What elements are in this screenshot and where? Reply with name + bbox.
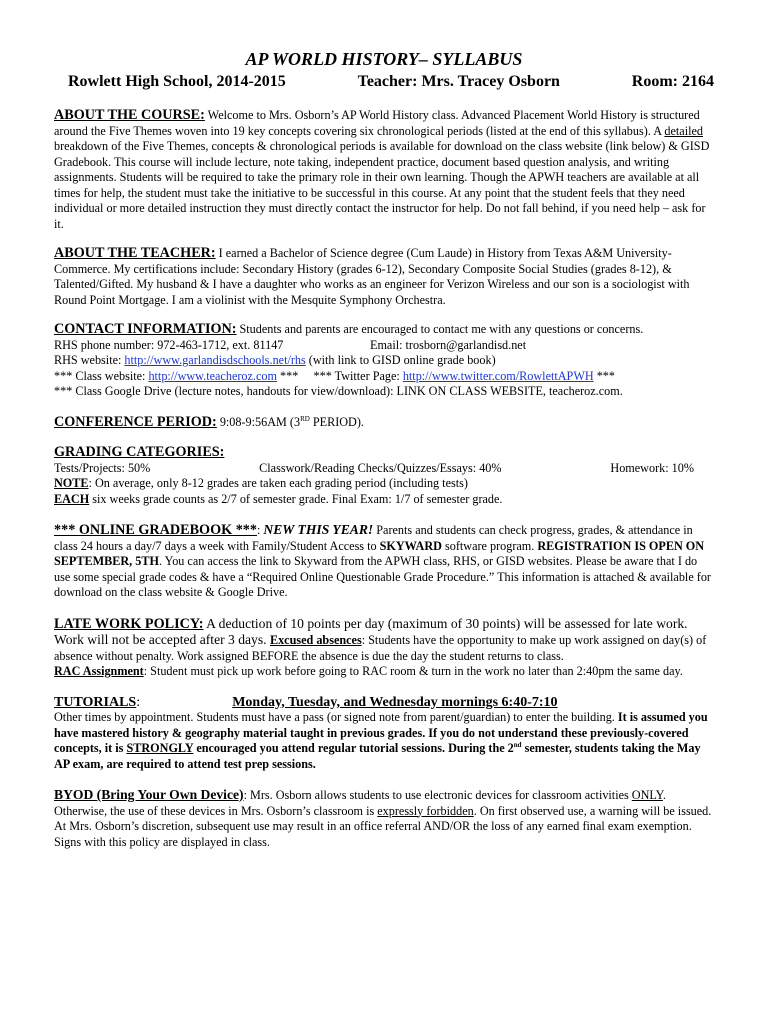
rac-label: RAC Assignment bbox=[54, 664, 144, 678]
grading-each-row bbox=[54, 492, 714, 508]
contact-heading: CONTACT INFORMATION: bbox=[54, 321, 237, 337]
twitter-link[interactable]: http://www.twitter.com/RowlettAPWH bbox=[402, 368, 594, 383]
tutorials-strongly: STRONGLY bbox=[126, 741, 194, 755]
tutorials-section bbox=[54, 695, 714, 773]
byod-only: ONLY bbox=[631, 788, 663, 802]
conference-section bbox=[54, 415, 714, 431]
tutorials-colon: : bbox=[136, 694, 141, 710]
gradebook-heading: *** ONLINE GRADEBOOK *** bbox=[54, 522, 257, 538]
excused-label: Excused absences bbox=[269, 633, 362, 647]
late-work-intro: A deduction of 10 points per day (maximum of 30 points) will be assessed for late work. Work will not be accepted after 3 days. bbox=[54, 615, 688, 647]
tutorials-text-a: Other times by appointment. Students must have a pass (or signed note from parent/guardian) to enter the building. bbox=[54, 710, 618, 724]
skyward-name: SKYWARD bbox=[379, 538, 442, 553]
byod-section bbox=[54, 787, 714, 850]
about-course-section bbox=[54, 108, 714, 232]
grading-section bbox=[54, 445, 714, 507]
twitter-end: *** bbox=[593, 368, 615, 383]
note-text: : On average, only 8-12 grades are taken each grading period (including tests) bbox=[88, 476, 468, 490]
registration-date: REGISTRATION IS OPEN ON SEPTEMBER, 5TH bbox=[54, 538, 705, 568]
conference-sup: RD bbox=[300, 414, 310, 423]
late-work-heading: LATE WORK POLICY: bbox=[54, 615, 204, 632]
google-drive-row: *** Class Google Drive (lecture notes, handouts for view/download): LINK ON CLASS WEBSITE, teacheroz.com. bbox=[54, 384, 623, 398]
contact-intro: Students and parents are encouraged to contact me with any questions or concerns. bbox=[236, 322, 644, 336]
tutorials-bold-b: encouraged you attend regular tutorial sessions. During the 2 bbox=[193, 741, 514, 755]
gradebook-colon: : bbox=[256, 523, 264, 537]
grading-weights-row bbox=[54, 461, 714, 477]
byod-heading: BYOD (Bring Your Own Device) bbox=[54, 787, 244, 802]
class-website-row bbox=[54, 369, 714, 385]
tests-weight: Tests/Projects: 50% bbox=[54, 460, 151, 475]
conference-end: PERIOD). bbox=[309, 414, 364, 429]
gradebook-section bbox=[54, 522, 714, 601]
tutorials-heading: TUTORIALS bbox=[54, 694, 137, 710]
about-course-detailed: detailed bbox=[664, 123, 703, 138]
classwork-weight: Classwork/Reading Checks/Quizzes/Essays: 40% bbox=[259, 460, 502, 475]
note-label: NOTE bbox=[54, 476, 89, 490]
tutorials-heading-row bbox=[54, 695, 714, 711]
syllabus-page bbox=[54, 48, 714, 850]
byod-forbidden: expressly forbidden bbox=[377, 803, 474, 818]
rhs-website-link[interactable]: http://www.garlandisdschools.net/rhs bbox=[124, 353, 306, 367]
conference-heading: CONFERENCE PERIOD: bbox=[54, 413, 217, 430]
rac-text: : Student must pick up work before going to RAC room & turn in the work no later than 2:40pm the same day. bbox=[143, 664, 683, 678]
byod-text-b: . Otherwise, the use of these devices in Mrs. Osborn’s classroom is bbox=[54, 788, 666, 818]
about-teacher-section bbox=[54, 246, 714, 308]
about-teacher-heading: ABOUT THE TEACHER: bbox=[54, 245, 216, 261]
byod-text-a: : Mrs. Osborn allows students to use electronic devices for classroom activities bbox=[243, 788, 632, 802]
late-work-section bbox=[54, 616, 714, 680]
rhs-website-note: (with link to GISD online grade book) bbox=[305, 353, 496, 367]
byod-text-c: . On first observed use, a warning will be issued. At Mrs. Osborn’s discretion, subsequent use may result in an office referral AND/OR the loss of any earned final exam exemption. Signs with this policy are displayed in class. bbox=[54, 803, 712, 849]
tutorials-schedule: Monday, Tuesday, and Wednesday mornings 6:40-7:10 bbox=[232, 694, 558, 710]
school-year: Rowlett High School, 2014-2015 bbox=[68, 73, 286, 90]
grading-heading: GRADING CATEGORIES: bbox=[54, 444, 225, 460]
tutorials-sup: nd bbox=[513, 740, 522, 749]
contact-phone-row bbox=[54, 338, 714, 354]
page-title: AP WORLD HISTORY– SYLLABUS bbox=[245, 49, 523, 69]
rhs-website-row bbox=[54, 353, 714, 369]
twitter-label: *** Twitter Page: bbox=[313, 368, 403, 383]
phone-number: RHS phone number: 972-463-1712, ext. 81147 bbox=[54, 337, 284, 352]
gradebook-new: NEW THIS YEAR! bbox=[263, 522, 374, 537]
conference-time: 9:08-9:56AM (3 bbox=[216, 414, 301, 429]
about-teacher-text: I earned a Bachelor of Science degree (Cum Laude) in History from Texas A&M University-Commerce. My certifications include: Secondary History (grades 6-12), Secondary Composite Social Studies (grades 8-12), & Talented/Gifted. My husband & I have a daughter who works as an engineer for Verizon Wireless and our son is a sociologist with Round Point Mortgage. I am a violinist with the Mesquite Symphony Orchestra. bbox=[54, 246, 690, 307]
rac-row bbox=[54, 664, 714, 680]
contact-section bbox=[54, 322, 714, 400]
grading-note-row bbox=[54, 476, 714, 492]
class-website-label: *** Class website: bbox=[54, 368, 149, 383]
class-website-link[interactable]: http://www.teacheroz.com bbox=[148, 368, 277, 383]
email-address: Email: trosborn@garlandisd.net bbox=[370, 337, 527, 352]
each-text: six weeks grade counts as 2/7 of semester grade. Final Exam: 1/7 of semester grade. bbox=[89, 491, 503, 506]
about-course-heading: ABOUT THE COURSE: bbox=[54, 107, 205, 123]
each-label: EACH bbox=[54, 491, 90, 506]
gradebook-text-c: . You can access the link to Skyward from the APWH class, RHS, or GISD websites. Please be aware that I do use some special grade codes & have a “Required Online Questionable Grade Procedure.” This information is attached & available for download on the class website & Google Drive. bbox=[54, 554, 711, 599]
excused-text: : Students have the opportunity to make up work assigned on day(s) of absence without penalty. Work assigned BEFORE the absence is due the day the student returns to class. bbox=[54, 633, 707, 663]
homework-weight: Homework: 10% bbox=[610, 460, 694, 475]
tutorials-bold-c: semester, students taking the May AP exam, are required to attend test prep sessions. bbox=[54, 741, 701, 771]
room-number: Room: 2164 bbox=[631, 73, 714, 90]
tutorials-bold-a: It is assumed you have mastered history & geography material taught in previous grades. If you do not understand these previously-covered concepts, it is bbox=[54, 710, 708, 755]
class-website-end: *** bbox=[276, 368, 299, 383]
teacher-name: Teacher: Mrs. Tracey Osborn bbox=[357, 73, 560, 90]
about-course-text-b: breakdown of the Five Themes, concepts & chronological periods is available for download on the class website (link below) & GISD Gradebook. This course will include lecture, note taking, independent practice, document based question analysis, and writing assignments. Students will be required to take the primary role in their own learning. Though the APWH teachers are available at all times for help, the student must take the initiative to be successful in this course. At any point that the student feels that they need individual or more detailed instruction they must directly contact the instructor for help. Do not fall behind, if you need help – ask for it. bbox=[54, 139, 710, 231]
rhs-website-label: RHS website: bbox=[54, 353, 125, 367]
gradebook-text-b: software program. bbox=[441, 538, 538, 553]
course-info-header bbox=[54, 72, 714, 92]
about-course-text-a: Welcome to Mrs. Osborn’s AP World History class. Advanced Placement World History is structured around the Five Themes woven into 19 key concepts covering six chronological periods (listed at the end of this syllabus). A bbox=[54, 108, 700, 138]
gradebook-text-a: Parents and students can check progress, grades, & attendance in class 24 hours a day/7 days a week with Family/Student Access to bbox=[54, 523, 693, 553]
